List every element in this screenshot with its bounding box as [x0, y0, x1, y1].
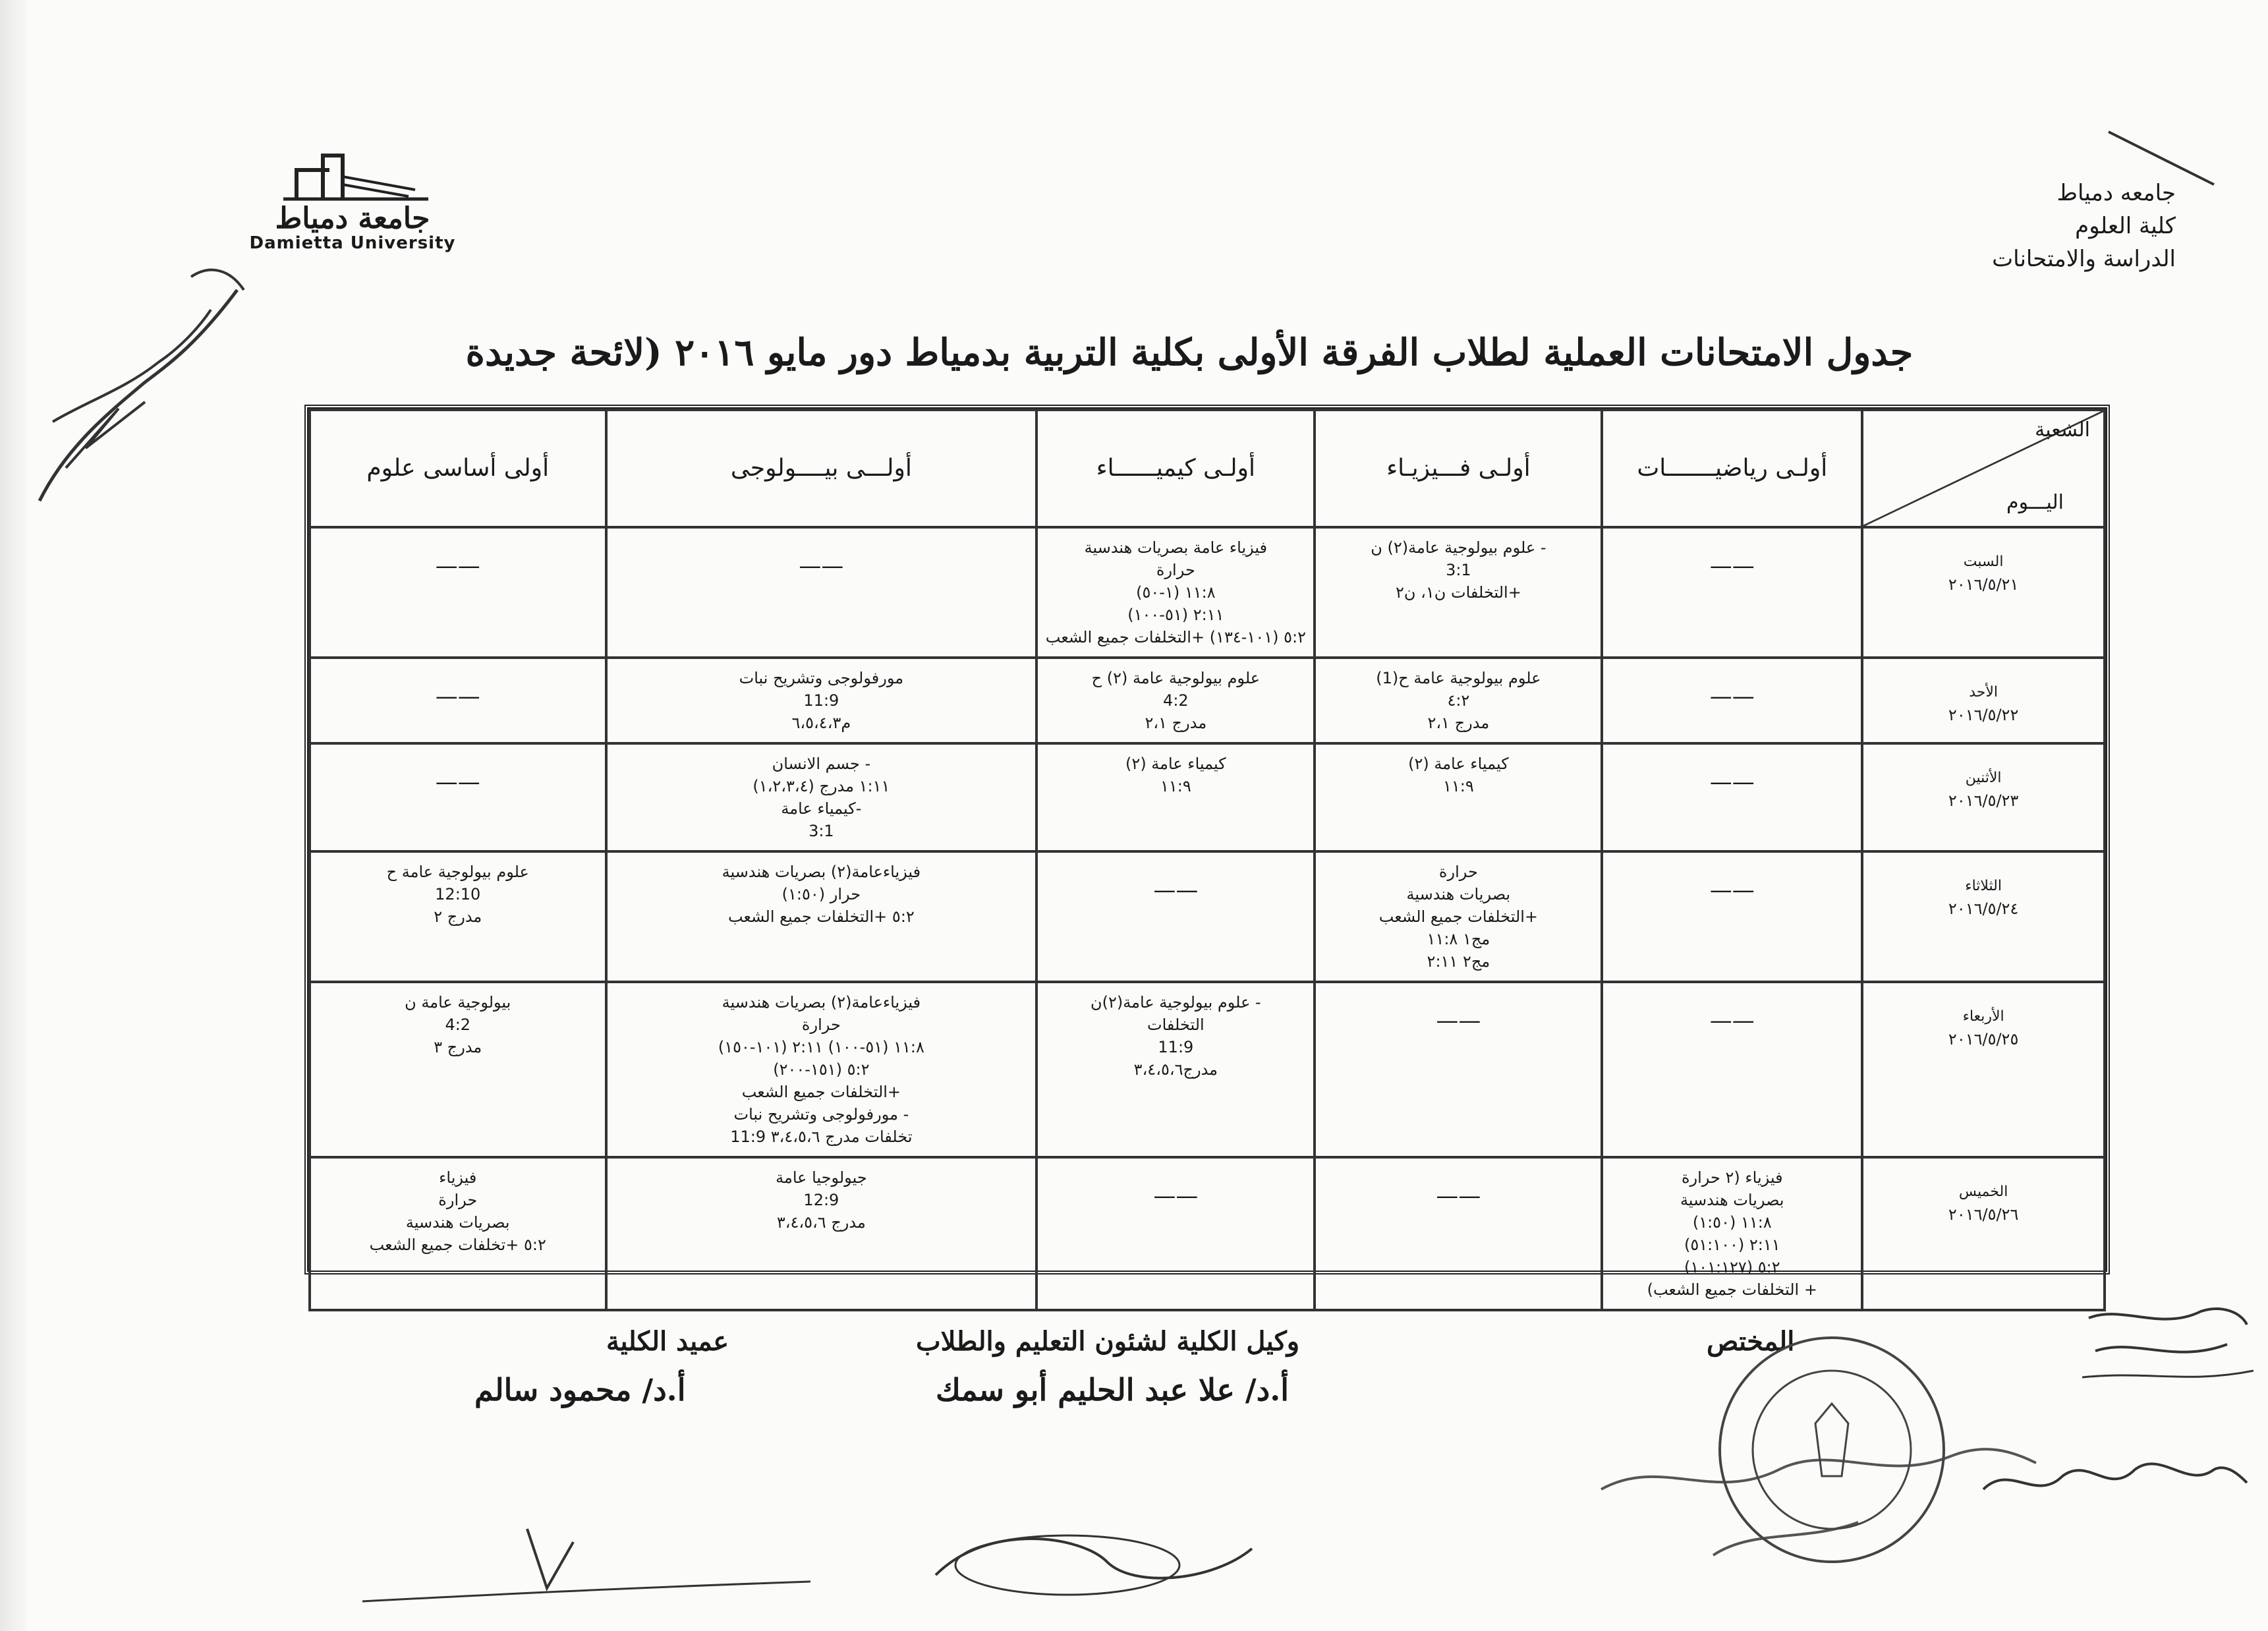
cell-text-line: - مورفولوجى وتشريح نبات — [733, 1105, 909, 1124]
day-date: ٢٠١٦/٥/٢٦ — [1948, 1205, 2019, 1224]
cell-text-line: تخلفات مدرج ٣،٤،٥،٦ 11:9 — [730, 1128, 913, 1146]
cell-text-line: 12:9 — [803, 1191, 839, 1209]
table-row — [310, 743, 2105, 851]
cell-text-line: مدرج ٣ — [434, 1038, 482, 1056]
exam-cell-basic-science — [310, 743, 606, 851]
day-name: الأثنين — [1965, 770, 2002, 786]
exam-cell-biology — [606, 851, 1037, 982]
cell-text-line: 4:2 — [1163, 691, 1189, 710]
org-line-department: الدراسة والامتحانات — [1992, 246, 2176, 272]
corner-header-cell — [1862, 410, 2105, 527]
cell-text-line: كيمياء عامة (٢) — [1408, 755, 1509, 773]
cell-text-line: - جسم الانسان — [772, 755, 871, 773]
exam-cell-chemistry — [1036, 851, 1315, 982]
cell-text-line: —— — [435, 553, 480, 579]
cell-text-line: م٦،٥،٤،٣ — [791, 714, 851, 732]
cell-text-line: ١١:٨ (١-٥٠) — [1136, 583, 1216, 602]
exam-cell-chemistry — [1036, 743, 1315, 851]
column-header-basic-science: أولى أساسى علوم — [310, 410, 606, 527]
cell-text-line: بيولوجية عامة ن — [405, 993, 511, 1012]
cell-text-line: —— — [799, 553, 844, 579]
cell-text-line: ٥:٢ (١٠١-١٣٤) +التخلفات جميع الشعب — [1045, 628, 1306, 646]
cell-text-line: مج٢ ٢:١١ — [1427, 952, 1490, 971]
cell-text-line: مدرج ٢،١ — [1427, 714, 1490, 732]
page-title: جدول الامتحانات العملية لطلاب الفرقة الأولى بكلية التربية بدمياط دور مايو ٢٠١٦ (لائحة جديدة — [465, 331, 1914, 374]
university-logo — [244, 150, 461, 253]
cell-text-line: - علوم بيولوجية عامة(٢)ن — [1091, 993, 1261, 1012]
cell-text-line: ١:١١ مدرج (١،٢،٣،٤) — [752, 777, 890, 795]
cell-text-line: ٥:٢ (١٠١:١٢٧) — [1684, 1258, 1780, 1276]
cell-text-line: —— — [1709, 769, 1755, 795]
cell-text-line: ٢:١١ (٥١-١٠٠) — [1127, 606, 1224, 624]
cell-text-line: فيزياءعامة(٢) بصريات هندسية — [722, 993, 921, 1012]
cell-text-line: —— — [435, 769, 480, 795]
corner-pen-mark — [2102, 125, 2221, 191]
cell-text-line: حرارة — [1438, 863, 1478, 881]
exam-cell-biology — [606, 982, 1037, 1157]
cell-text-line: 3:1 — [1446, 561, 1471, 579]
day-date: ٢٠١٦/٥/٢٣ — [1948, 791, 2019, 810]
exam-cell-basic-science — [310, 982, 606, 1157]
exam-cell-math — [1602, 527, 1862, 658]
exam-cell-physics — [1315, 982, 1602, 1157]
exam-cell-basic-science — [310, 658, 606, 743]
exam-cell-biology — [606, 1157, 1037, 1310]
table-row — [310, 851, 2105, 982]
dean-signature-scribble — [356, 1516, 817, 1621]
day-date: ٢٠١٦/٥/٢٤ — [1948, 900, 2019, 918]
day-cell — [1862, 1157, 2105, 1310]
cell-text-line: —— — [1153, 1183, 1199, 1209]
left-margin-signature — [26, 250, 264, 527]
vice-dean-title: وكيل الكلية لشئون التعليم والطلاب — [916, 1326, 1300, 1357]
scan-edge — [0, 0, 26, 1631]
cell-text-line: مج١ ١١:٨ — [1427, 930, 1490, 948]
cell-text-line: فيزياء — [439, 1168, 477, 1187]
day-date: ٢٠١٦/٥/٢٥ — [1948, 1030, 2019, 1048]
table-row — [310, 1157, 2105, 1310]
exam-cell-physics — [1315, 851, 1602, 982]
vice-dean-signature-scribble — [909, 1509, 1278, 1608]
cell-text-line: —— — [1436, 1008, 1481, 1034]
specialist-title: المختص — [1707, 1326, 1795, 1357]
cell-text-line: ٥:٢ +التخلفات جميع الشعب — [727, 907, 915, 926]
day-name: الخميس — [1958, 1184, 2008, 1200]
cell-text-line: فيزياء عامة بصريات هندسية — [1084, 538, 1268, 557]
cell-text-line: 12:10 — [435, 885, 481, 903]
exam-cell-physics — [1315, 658, 1602, 743]
org-line-university: جامعه دمياط — [2056, 180, 2176, 206]
cell-text-line: بصريات هندسية — [1406, 885, 1511, 903]
eagle-emblem-icon — [1815, 1404, 1848, 1476]
cell-text-line: 11:9 — [1158, 1038, 1194, 1056]
table-row — [310, 527, 2105, 658]
exam-cell-basic-science — [310, 851, 606, 982]
division-label: الشعبة — [2035, 418, 2090, 442]
day-name: الأربعاء — [1962, 1008, 2004, 1025]
day-cell — [1862, 743, 2105, 851]
logo-arabic-text: جامعة دمياط — [275, 202, 430, 235]
cell-text-line: ١١:٨ (٥١-١٠٠) ٢:١١ (١٠١-١٥٠) — [718, 1038, 924, 1056]
cell-text-line: حرارة — [1156, 561, 1195, 579]
cell-text-line: مدرج ٢،١ — [1145, 714, 1207, 732]
cell-text-line: مدرج ٣،٤،٥،٦ — [776, 1213, 866, 1232]
exam-cell-math — [1602, 851, 1862, 982]
cell-text-line: +التخلفات جميع الشعب — [741, 1083, 901, 1101]
dean-title: عميد الكلية — [606, 1326, 729, 1357]
cell-text-line: علوم بيولوجية عامة ح — [386, 863, 529, 881]
exam-cell-biology — [606, 527, 1037, 658]
cell-text-line: -كيمياء عامة — [781, 799, 862, 818]
exam-cell-chemistry — [1036, 658, 1315, 743]
day-date: ٢٠١٦/٥/٢١ — [1948, 575, 2019, 594]
exam-cell-physics — [1315, 743, 1602, 851]
cell-text-line: ٢:١١ (٥١:١٠٠) — [1684, 1236, 1780, 1254]
cell-text-line: —— — [435, 683, 480, 710]
cell-text-line: جيولوجيا عامة — [776, 1168, 867, 1187]
table-header-row — [310, 410, 2105, 527]
cell-text-line: ١١:٩ — [1443, 777, 1474, 795]
cell-text-line: ١١:٩ — [1160, 777, 1191, 795]
day-name: الثلاثاء — [1965, 878, 2002, 894]
side-signature-scribble — [2082, 1292, 2254, 1390]
cell-text-line: حرار (١:٥٠) — [781, 885, 861, 903]
cell-text-line: + التخلفات جميع الشعب) — [1647, 1280, 1817, 1299]
logo-emblem-icon — [244, 150, 461, 203]
exam-cell-biology — [606, 658, 1037, 743]
exam-cell-basic-science — [310, 527, 606, 658]
cell-text-line: التخلفات — [1147, 1016, 1205, 1034]
exam-cell-math — [1602, 743, 1862, 851]
column-header-chemistry: أولـى كيميــــــاء — [1036, 410, 1315, 527]
table-row — [310, 982, 2105, 1157]
exam-cell-chemistry — [1036, 1157, 1315, 1310]
exam-cell-physics — [1315, 527, 1602, 658]
vice-dean-name: أ.د/ علا عبد الحليم أبو سمك — [936, 1372, 1289, 1408]
dean-name: أ.د/ محمود سالم — [474, 1372, 686, 1408]
cell-text-line: —— — [1709, 683, 1755, 710]
exam-cell-chemistry — [1036, 527, 1315, 658]
official-stamp — [1707, 1325, 1957, 1575]
cell-text-line: بصريات هندسية — [405, 1213, 510, 1232]
exam-cell-physics — [1315, 1157, 1602, 1310]
cell-text-line: +التخلفات ن١، ن٢ — [1395, 583, 1521, 602]
column-header-physics: أولـى فـــيزيـاء — [1315, 410, 1602, 527]
cell-text-line: مدرج ٢ — [434, 907, 482, 926]
logo-english-text: Damietta University — [249, 233, 456, 253]
cell-text-line: فيزياء (٢ حرارة — [1681, 1168, 1783, 1187]
day-cell — [1862, 851, 2105, 982]
cell-text-line: —— — [1436, 1183, 1481, 1209]
cell-text-line: —— — [1709, 553, 1755, 579]
cell-text-line: - علوم بيولوجية عامة(٢) ن — [1371, 538, 1546, 557]
cell-text-line: 11:9 — [803, 691, 839, 710]
cell-text-line: —— — [1153, 877, 1199, 903]
organization-header — [1992, 177, 2176, 275]
exam-schedule-table — [304, 405, 2110, 1299]
exam-cell-basic-science — [310, 1157, 606, 1310]
cell-text-line: 3:1 — [808, 822, 834, 840]
day-cell — [1862, 527, 2105, 658]
column-header-biology: أولـــى بيــــولوجى — [606, 410, 1037, 527]
day-name: الأحد — [1969, 684, 1999, 701]
exam-cell-math — [1602, 658, 1862, 743]
day-cell — [1862, 658, 2105, 743]
cell-text-line: +التخلفات جميع الشعب — [1378, 907, 1539, 926]
table-row — [310, 658, 2105, 743]
cell-text-line: بصريات هندسية — [1680, 1191, 1784, 1209]
cell-text-line: ٥:٢ +تخلفات جميع الشعب — [369, 1236, 546, 1254]
cell-text-line: مدرج٣،٤،٥،٦ — [1133, 1060, 1218, 1079]
cell-text-line: حرارة — [438, 1191, 478, 1209]
cell-text-line: ١١:٨ (١:٥٠) — [1692, 1213, 1772, 1232]
cell-text-line: —— — [1709, 1008, 1755, 1034]
cell-text-line: علوم بيولوجية عامة ح(1) — [1376, 669, 1541, 687]
exam-cell-biology — [606, 743, 1037, 851]
cell-text-line: فيزياءعامة(٢) بصريات هندسية — [722, 863, 921, 881]
cell-text-line: —— — [1709, 877, 1755, 903]
day-label: اليـــوم — [2006, 491, 2064, 514]
day-date: ٢٠١٦/٥/٢٢ — [1948, 706, 2019, 724]
day-name: السبت — [1963, 554, 2004, 570]
org-line-faculty: كلية العلوم — [2075, 213, 2176, 239]
cell-text-line: ٥:٢ (١٥١-٢٠٠) — [773, 1060, 870, 1079]
cell-text-line: كيمياء عامة (٢) — [1125, 755, 1226, 773]
exam-cell-chemistry — [1036, 982, 1315, 1157]
cell-text-line: ٤:٢ — [1447, 691, 1470, 710]
cell-text-line: 4:2 — [445, 1016, 471, 1034]
cell-text-line: مورفولوجى وتشريح نبات — [739, 669, 904, 687]
day-cell — [1862, 982, 2105, 1157]
exam-cell-math — [1602, 982, 1862, 1157]
cell-text-line: علوم بيولوجية عامة (٢) ح — [1091, 669, 1261, 687]
column-header-math: أولـى رياضيـــــــات — [1602, 410, 1862, 527]
cell-text-line: حرارة — [801, 1016, 841, 1034]
exam-cell-math — [1602, 1157, 1862, 1310]
